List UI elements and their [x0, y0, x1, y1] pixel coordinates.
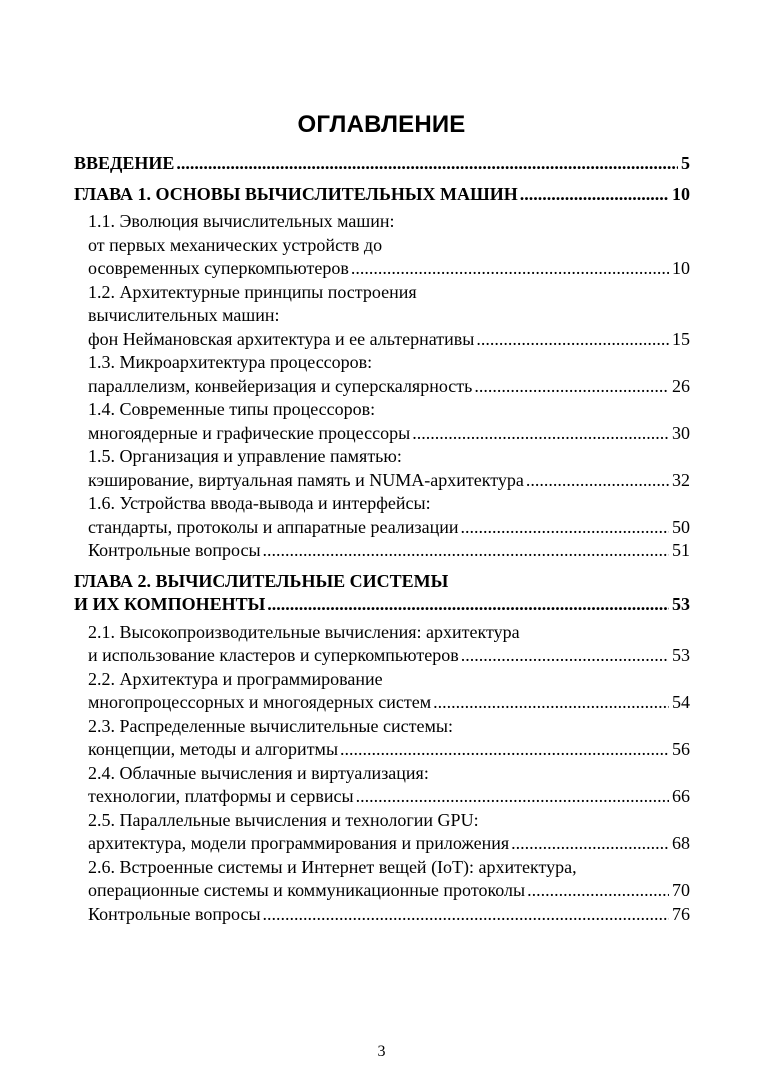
toc-section-entry — [74, 539, 690, 563]
toc-entry-leader-row — [88, 832, 690, 856]
toc-entry-text-line: фон Неймановская архитектура и ее альтернативы — [88, 328, 475, 349]
toc-entry-text-line: 2.1. Высокопроизводительные вычисления: архитектура — [88, 621, 520, 642]
toc-page-number: 53 — [672, 594, 690, 614]
toc-entry-text-line: 1.3. Микроархитектура процессоров: — [88, 352, 373, 372]
toc-section-entry — [74, 621, 690, 668]
dot-leader — [476, 328, 669, 352]
dot-leader — [351, 257, 669, 281]
toc-page-number: 50 — [672, 516, 690, 537]
toc-entry-leader-row — [74, 183, 690, 207]
toc-page-number: 30 — [672, 422, 690, 443]
toc-page-number: 32 — [672, 469, 690, 490]
toc-entry-text-line: 1.5. Организация и управление памятью: — [88, 446, 402, 466]
toc-entry-leader-row — [74, 152, 690, 176]
dot-leader — [340, 738, 669, 762]
dot-leader — [356, 785, 669, 809]
toc-chapter-entry — [74, 152, 690, 176]
toc-section-entry — [74, 903, 690, 927]
dot-leader — [263, 903, 669, 927]
toc-entry-text-line: 2.2. Архитектура и программирование — [88, 668, 383, 689]
toc-page-number: 54 — [672, 692, 690, 712]
toc-entry-text-line: ВВЕДЕНИЕ — [74, 153, 175, 173]
toc-entry-leader-row — [88, 469, 690, 493]
toc-section-entry — [74, 856, 690, 903]
toc-section-entry — [74, 809, 690, 856]
toc-entry-leader-row — [88, 691, 690, 715]
dot-leader — [474, 375, 669, 399]
toc-entry-leader-row — [88, 903, 690, 927]
toc-entry-leader-row — [88, 516, 690, 540]
toc-entry-text-line: технологии, платформы и сервисы — [88, 786, 354, 806]
toc-entry-text-line: осовременных суперкомпьютеров — [88, 258, 349, 278]
toc-entry-text-line: архитектура, модели программирования и приложения — [88, 833, 510, 853]
toc-entry-text-line: 1.1. Эволюция вычислительных машин: — [88, 211, 395, 231]
toc-page-number: 5 — [681, 153, 690, 173]
toc-entry-text-line: параллелизм, конвейеризация и суперскалярность — [88, 375, 473, 396]
toc-entry-text-line: Контрольные вопросы — [88, 903, 261, 924]
toc-entry-text-line: 1.4. Современные типы процессоров: — [88, 399, 376, 419]
toc-section-entry — [74, 210, 690, 281]
toc-entry-text-line: 2.6. Встроенные системы и Интернет вещей (IoT): архитектура, — [88, 856, 577, 877]
toc-section-entry — [74, 668, 690, 715]
toc-section-entry — [74, 445, 690, 492]
toc-entry-text-line: ГЛАВА 2. ВЫЧИСЛИТЕЛЬНЫЕ СИСТЕМЫ — [74, 570, 449, 591]
toc-entry-text-line: И ИХ КОМПОНЕНТЫ — [74, 594, 266, 614]
toc-entry-text-line: 1.2. Архитектурные принципы построения — [88, 281, 417, 302]
dot-leader — [412, 422, 669, 446]
toc-page-number: 26 — [672, 375, 690, 396]
dot-leader — [511, 832, 669, 856]
toc-section-entry — [74, 715, 690, 762]
dot-leader — [461, 644, 669, 668]
toc-section-entry — [74, 351, 690, 398]
toc-page-number: 10 — [672, 258, 690, 278]
toc-chapter-entry — [74, 183, 690, 207]
dot-leader — [267, 593, 669, 617]
toc-entry-text-line: операционные системы и коммуникационные протоколы — [88, 880, 526, 900]
toc-entry-text-line: 2.3. Распределенные вычислительные системы: — [88, 715, 453, 736]
toc-entry-text-line: вычислительных машин: — [88, 305, 280, 325]
toc-page-number: 10 — [672, 183, 690, 204]
toc-section-entry — [74, 398, 690, 445]
toc-entry-leader-row — [88, 879, 690, 903]
dot-leader — [460, 516, 669, 540]
toc-entry-text-line: концепции, методы и алгоритмы — [88, 739, 339, 759]
toc-section-entry — [74, 281, 690, 352]
toc-entry-text-line: Контрольные вопросы — [88, 540, 261, 560]
toc-page-number: 66 — [672, 786, 690, 806]
dot-leader — [263, 539, 669, 563]
toc-entry-leader-row — [88, 539, 690, 563]
toc-page-number: 51 — [672, 540, 690, 560]
toc-page-number: 53 — [672, 645, 690, 665]
toc-entry-text-line: от первых механических устройств до — [88, 234, 383, 255]
page-number: 3 — [377, 1043, 386, 1060]
toc-entry-leader-row — [88, 375, 690, 399]
toc-entry-text-line: 1.6. Устройства ввода-вывода и интерфейсы: — [88, 493, 431, 513]
toc-page-number: 76 — [672, 903, 690, 924]
toc-entry-leader-row — [88, 785, 690, 809]
dot-leader — [526, 469, 669, 493]
toc-page-number: 56 — [672, 739, 690, 759]
toc-entry-leader-row — [74, 593, 690, 617]
toc-entry-text-line: кэширование, виртуальная память и NUMA-архитектура — [88, 469, 524, 490]
toc-entry-text-line: 2.4. Облачные вычисления и виртуализация: — [88, 762, 429, 783]
toc-entry-text-line: многоядерные и графические процессоры — [88, 422, 411, 443]
dot-leader — [527, 879, 669, 903]
toc-entry-text-line: стандарты, протоколы и аппаратные реализации — [88, 516, 459, 537]
table-of-contents — [74, 152, 690, 926]
dot-leader — [520, 183, 669, 207]
toc-entry-text-line: и использование кластеров и суперкомпьютеров — [88, 645, 459, 665]
toc-entry-leader-row — [88, 328, 690, 352]
dot-leader — [433, 691, 669, 715]
dot-leader — [176, 152, 678, 176]
toc-entry-leader-row — [88, 738, 690, 762]
toc-page-number: 15 — [672, 328, 690, 349]
page-title: ОГЛАВЛЕНИЕ — [297, 111, 466, 138]
toc-page-number: 68 — [672, 833, 690, 853]
toc-entry-text-line: ГЛАВА 1. ОСНОВЫ ВЫЧИСЛИТЕЛЬНЫХ МАШИН — [74, 183, 518, 204]
toc-entry-text-line: 2.5. Параллельные вычисления и технологии GPU: — [88, 809, 479, 830]
toc-section-entry — [74, 762, 690, 809]
toc-chapter-entry — [74, 570, 690, 617]
toc-entry-leader-row — [88, 257, 690, 281]
toc-entry-leader-row — [88, 644, 690, 668]
toc-entry-text-line: многопроцессорных и многоядерных систем — [88, 692, 432, 712]
toc-section-entry — [74, 492, 690, 539]
toc-page-number: 70 — [672, 880, 690, 900]
toc-entry-leader-row — [88, 422, 690, 446]
